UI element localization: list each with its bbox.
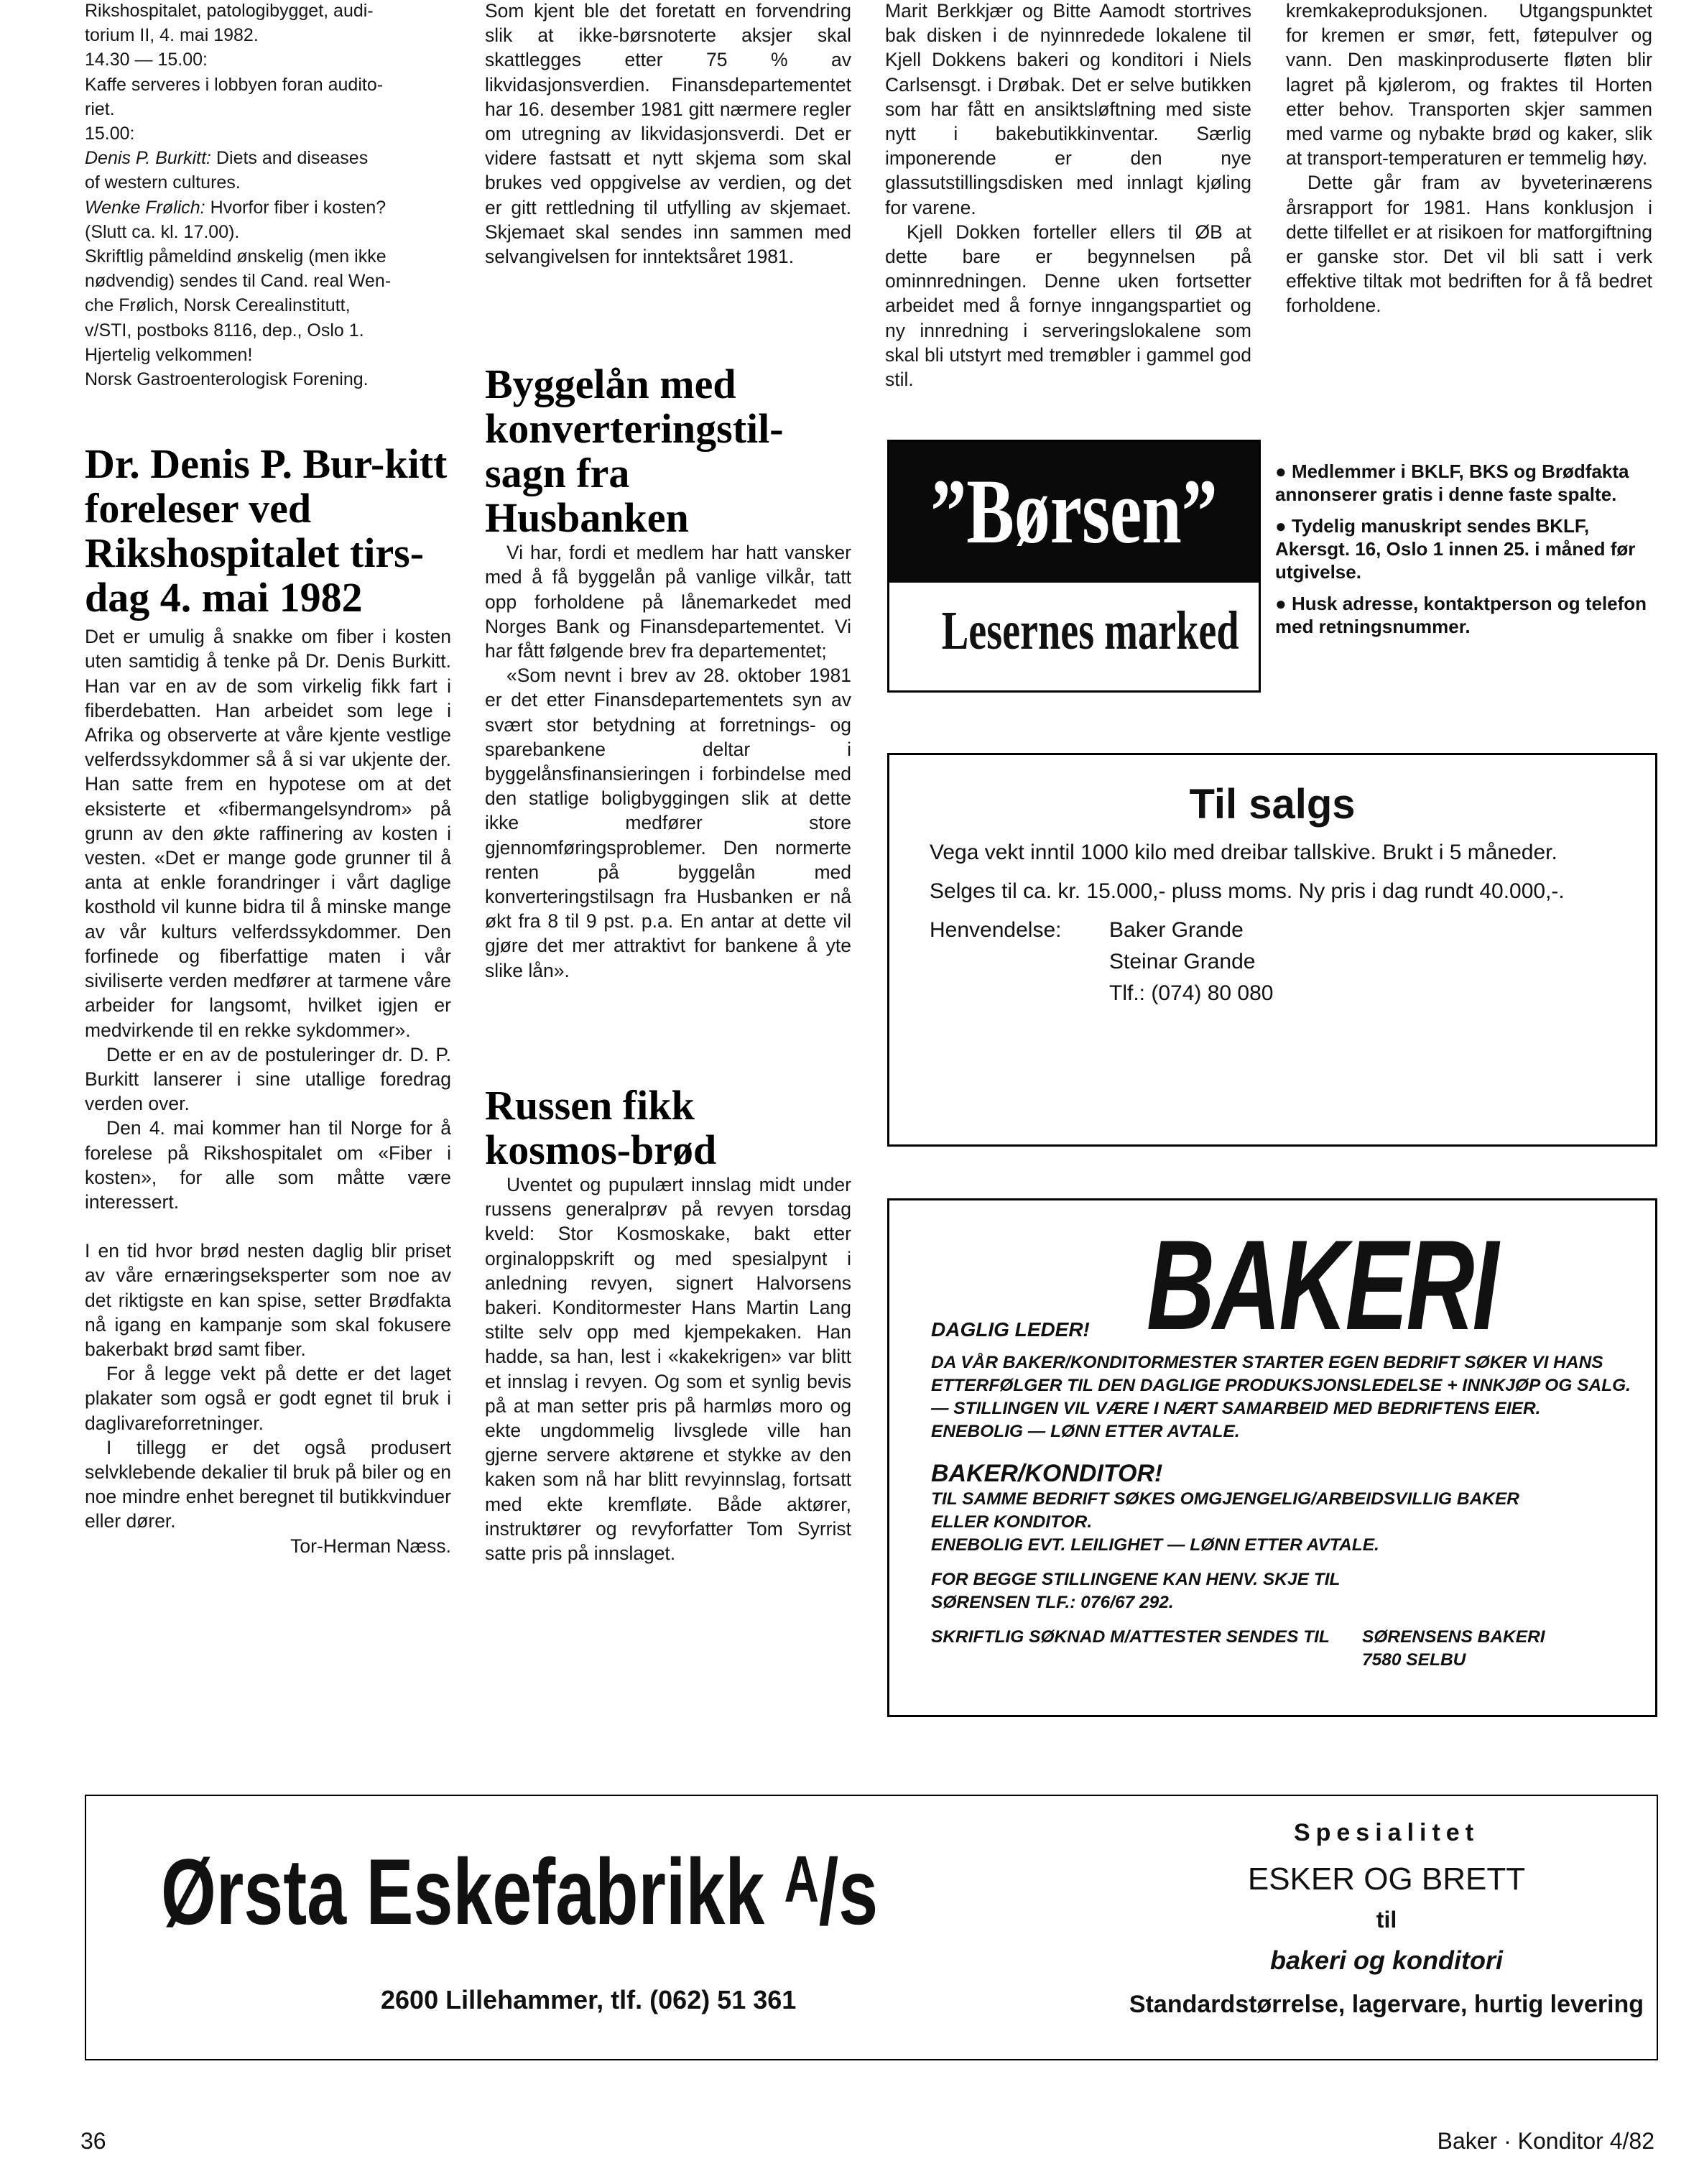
job-line: FOR BEGGE STILLINGENE KAN HENV. SKJE TIL <box>931 1570 1341 1589</box>
speaker-name: Denis P. Burkitt: <box>85 148 212 169</box>
column-1 <box>85 1 451 1558</box>
program-line: nødvendig) sendes til Cand. real Wen- <box>85 271 392 292</box>
contact-label: Henvendelse: <box>930 918 1062 942</box>
spesialitet-label: Spesialitet <box>1293 1819 1480 1846</box>
publication-name: Baker · Konditor 4/82 <box>1437 2128 1654 2154</box>
column-3 <box>885 0 1251 392</box>
contact-lines <box>1109 915 1273 1009</box>
paragraph: Kjell Dokken forteller ellers til ØB at dette bare er begynnelsen på ominnredningen. Denne uken fortsetter arbeidet med å fornye inngangspartiet og ny innredning i serveringslokalene som skal bli utstyrt med tremøbler i gammel god stil. <box>885 221 1251 391</box>
job-line: — STILLINGEN VIL VÆRE I NÆRT SAMARBEID MED BEDRIFTENS EIER. <box>931 1399 1541 1418</box>
rule-item: ● Medlemmer i BKLF, BKS og Brødfakta annonserer gratis i denne faste spalte. <box>1275 461 1629 505</box>
page-number: 36 <box>80 2128 106 2154</box>
job-line: SØRENSEN TLF.: 076/67 292. <box>931 1593 1174 1612</box>
borsen-box <box>887 440 1261 693</box>
program-line: Norsk Gastroenterologisk Forening. <box>85 369 369 390</box>
apply-line: SØRENSENS BAKERI <box>1362 1627 1545 1647</box>
program-line: torium II, 4. mai 1982. <box>85 25 259 46</box>
program-line: Kaffe serveres i lobbyen foran audito- <box>85 74 384 95</box>
article-byggelan <box>485 540 851 983</box>
program-line: 15.00: <box>85 124 135 144</box>
paragraph: For å legge vekt på dette er det laget plakater som også er godt egnet til bruk i daglivareforretninger. <box>85 1363 451 1434</box>
standard-line: Standardstørrelse, lagervare, hurtig levering <box>1129 1991 1644 2018</box>
program-line: (Slutt ca. kl. 17.00). <box>85 221 240 242</box>
article-russen <box>485 1172 851 1565</box>
contact-line: Baker Grande <box>1109 918 1244 942</box>
paragraph: Det er umulig å snakke om fiber i kosten uten samtidig å tenke på Dr. Denis Burkitt. Han var en av de som virkelig fikk fart i fiberdebatten. Han arbeidet som lege i Afrika og observerte at våre kjente vestlige velferdssykdommer så å si var ukjente der. Han satte frem en hypotese om at det eksisterte et «fibermangelsyndrom» på grunn av den økte raffinering av kosten i vesten. «Det er mange gode grunner til å anta at enkle forandringer i vårt daglige kosthold vil kunne bidra til å minske mange av vår kulturs velferdssykdommer. Den forfinede og fiberfattige maten i vår siviliserte verden medfører at tarmene våre arbeider for langsomt, hvilket igjen er medvirkende til en rekke sykdommer». <box>85 626 451 1041</box>
bakeri-box <box>887 1198 1657 1717</box>
apply-line: 7580 SELBU <box>1362 1650 1466 1670</box>
paragraph: Den 4. mai kommer han til Norge for å forelese på Rikshospitalet om «Fiber i kosten», for alle som måtte være interessert. <box>85 1117 451 1213</box>
paragraph: Uventet og pupulært innslag midt under russens generalprøv på revyen torsdag kveld: Stor Kosmoskake, bakt etter orginaloppskrift og med spesialpynt i anledning revyen, signert Halvorsens bakeri. Konditormester Hans Martin Lang stilte selv opp med kjempekaken. Han hadde, sa han, lest i «kakekrigen» var blitt et innslag i revyen. Og som et synlig bevis på at man setter pris på harmløs moro og ekte ungdommelig livsglede ville han gjerne servere aktørene et stykke av den kaken som nå har blitt revyinnslag, fortsatt med ekte kremfløte. Både aktører, instruktører og revyforfatter Tom Syrrist satte pris på innslaget. <box>485 1173 851 1564</box>
program-line: of western cultures. <box>85 172 241 193</box>
product-name: ESKER OG BRETT <box>1247 1861 1526 1897</box>
sale-line: Selges til ca. kr. 15.000,- pluss moms. Ny pris i dag rundt 40.000,-. <box>930 879 1565 903</box>
seminar-program <box>85 0 451 392</box>
rule-text: Tydelig manuskript sendes BKLF, Akersgt. 16, Oslo 1 innen 25. i måned før utgivelse. <box>1275 515 1636 583</box>
paragraph: Marit Berkkjær og Bitte Aamodt stortrives bak disken i de nyinnredede lokalene til Kjell Dokkens bakeri og konditori i Niels Carlsensgt. i Drøbak. Det er selve butikken som har fått en ansiktsløftning med siste nytt i bakebutikkinventar. Særlig imponerende er den nye glassutstillingsdisken med innlagt kjøling for varene. <box>885 0 1251 218</box>
orsta-right <box>1114 1796 1659 2020</box>
headline-byggelan: Byggelån med konverteringstil-sagn fra Husbanken <box>485 361 784 542</box>
rule-item: ● Tydelig manuskript sendes BKLF, Akersgt. 16, Oslo 1 innen 25. i måned før utgivelse. <box>1275 515 1636 583</box>
til-word: til <box>1376 1907 1397 1933</box>
column-4 <box>1286 0 1652 318</box>
contact-block <box>930 915 1615 1009</box>
paragraph: Dette går fram av byveterinærens årsrapport for 1981. Hans konklusjon i dette tilfellet er at risikoen for matforgiftning er ganske stor. Det vil bli satt i verk effektive tiltak mot bedriften for å få bedret forholdene. <box>1286 172 1652 317</box>
borsen-banner <box>889 442 1259 583</box>
bakeri-kicker: DAGLIG LEDER! <box>931 1318 1090 1341</box>
bakeri-heading <box>931 1213 1621 1356</box>
program-talk <box>85 146 451 170</box>
paragraph: Dette er en av de postuleringer dr. D. P. Burkitt lanserer i sine utallige foredrag verden over. <box>85 1043 451 1115</box>
paragraph: I en tid hvor brød nesten daglig blir priset av våre ernæringseksperter som noe av det riktigste en kan spise, setter Brødfakta nå igang en kampanje som skal fokusere bakerbakt brød samt fiber. <box>85 1240 451 1360</box>
headline-burkitt: Dr. Denis P. Bur-kitt foreleser ved Rikshospitalet tirs-dag 4. mai 1982 <box>85 440 448 621</box>
rule-text: Medlemmer i BKLF, BKS og Brødfakta annonserer gratis i denne faste spalte. <box>1275 461 1629 505</box>
orsta-name-wrap <box>161 1838 1104 1945</box>
talk-title: Diets and diseases <box>211 148 369 169</box>
talk-title: Hvorfor fiber i kosten? <box>205 197 386 218</box>
program-line: Rikshospitalet, patologibygget, audi- <box>85 1 374 21</box>
bakeri-subheading: BAKER/KONDITOR! <box>931 1460 1163 1487</box>
paragraph: Vi har, fordi et medlem har hatt vansker med å få byggelån på vanlige vilkår, tatt opp forholdene på lånemarkedet med Norges Bank og Finansdepartementet. Vi har fått følgende brev fra departementet; <box>485 542 851 662</box>
borsen-title: ”Børsen” <box>930 461 1218 563</box>
company-address: 2600 Lillehammer, tlf. (062) 51 361 <box>381 1985 797 2014</box>
bakeri-text <box>931 1351 1642 1672</box>
paragraph: I tillegg er det også produsert selvklebende dekalier til bruk på biler og en noe mindre enhet beregnet til butikkvinduer eller dører. <box>85 1436 451 1532</box>
paragraph: «Som nevnt i brev av 28. oktober 1981 er det etter Finansdepartementets syn av svært stor betydning at forretnings- og sparebankene deltar i byggelånsfinansieringen i forbindelse med den statlige boligbyggingen slik at dette ikke medfører store gjennomføringsproblemer. Den normerte renten på byggelån med konverteringstilsagn fra Husbanken er nå økt fra 8 til 9 pst. p.a. En antar at dette vil gjøre det mer attraktivt for bankene å yte slike lån». <box>485 665 851 981</box>
headline-russen: Russen fikk kosmos-brød <box>485 1081 717 1173</box>
rule-item: ● Husk adresse, kontaktperson og telefon med retningsnummer. <box>1275 593 1647 637</box>
apply-label: SKRIFTLIG SØKNAD M/ATTESTER SENDES TIL <box>931 1627 1330 1647</box>
company-name: Ørsta Eskefabrikk ᴬ/s <box>161 1839 879 1944</box>
rule-text: Husk adresse, kontaktperson og telefon med retningsnummer. <box>1275 593 1647 637</box>
program-line: Skriftlig påmeldind ønskelig (men ikke <box>85 246 386 267</box>
program-talk <box>85 195 451 220</box>
contact-line: Steinar Grande <box>1109 950 1256 973</box>
job-line: ENEBOLIG EVT. LEILIGHET — LØNN ETTER AVTALE. <box>931 1535 1379 1555</box>
program-line: 14.30 — 15.00: <box>85 50 208 70</box>
program-line: che Frølich, Norsk Cerealinstitutt, <box>85 295 351 316</box>
program-line: Hjertelig velkommen! <box>85 344 253 365</box>
contact-line: Tlf.: (074) 80 080 <box>1109 981 1274 1005</box>
sale-line: Vega vekt inntil 1000 kilo med dreibar tallskive. Brukt i 5 måneder. <box>930 841 1557 864</box>
target-market: bakeri og konditori <box>1269 1945 1504 1975</box>
tax-article-end: Som kjent ble det foretatt en forvendring slik at ikke-børsnoterte aksjer skal skattlegges etter 75 % av likvidasjonsverdien. Finansdepartementet har 16. desember 1981 gitt nærmere regler om utregning av likvidasjonsverdi. Det er videre fastsatt et nytt skjema som skal brukes ved oppgivelse av verdien, og det er gitt rettledning til utfylling av skjemaet. Skjemaet skal sendes inn sammen med selvangivelsen for inntektsåret 1981. <box>485 0 851 268</box>
borsen-subtitle: Lesernes marked <box>941 601 1239 661</box>
article-burkitt <box>85 624 451 1558</box>
job-line: TIL SAMME BEDRIFT SØKES OMGJENGELIG/ARBEIDSVILLIG BAKER <box>931 1489 1519 1509</box>
speaker-name: Wenke Frølich: <box>85 197 205 218</box>
apply-address <box>1362 1626 1545 1672</box>
author-signature: Tor-Herman Næss. <box>290 1535 451 1557</box>
job-line: DA VÅR BAKER/KONDITORMESTER STARTER EGEN BEDRIFT SØKER VI HANS <box>931 1353 1603 1372</box>
borsen-rules <box>1275 460 1654 647</box>
program-line: riet. <box>85 98 115 119</box>
bakeri-big-title: BAKERI <box>1147 1213 1497 1356</box>
job-line: ENEBOLIG — LØNN ETTER AVTALE. <box>931 1422 1240 1441</box>
borsen-subtitle-wrap <box>889 591 1259 670</box>
program-line: v/STI, postboks 8116, dep., Oslo 1. <box>85 320 364 341</box>
til-salgs-body <box>930 837 1615 1009</box>
apply-block <box>931 1626 1642 1672</box>
job-line: ELLER KONDITOR. <box>931 1512 1093 1532</box>
job-line: ETTERFØLGER TIL DEN DAGLIGE PRODUKSJONSLEDELSE + INNKJØP OG SALG. <box>931 1376 1631 1395</box>
column-2 <box>485 0 851 1565</box>
til-salgs-box <box>887 753 1657 1147</box>
orsta-left <box>86 1796 1106 2059</box>
paragraph: kremkakeproduksjonen. Utgangspunktet for kremen er smør, fett, føtepulver og vann. Den maskinproduserte fløten blir lagret på kjølerom, og fraktes til Horten etter behov. Transporten skjer sammen med varme og nybakte brød og kaker, slik at transport-temperaturen er temmelig høy. <box>1286 0 1652 170</box>
orsta-box <box>85 1795 1658 2060</box>
til-salgs-title: Til salgs <box>1189 781 1356 828</box>
